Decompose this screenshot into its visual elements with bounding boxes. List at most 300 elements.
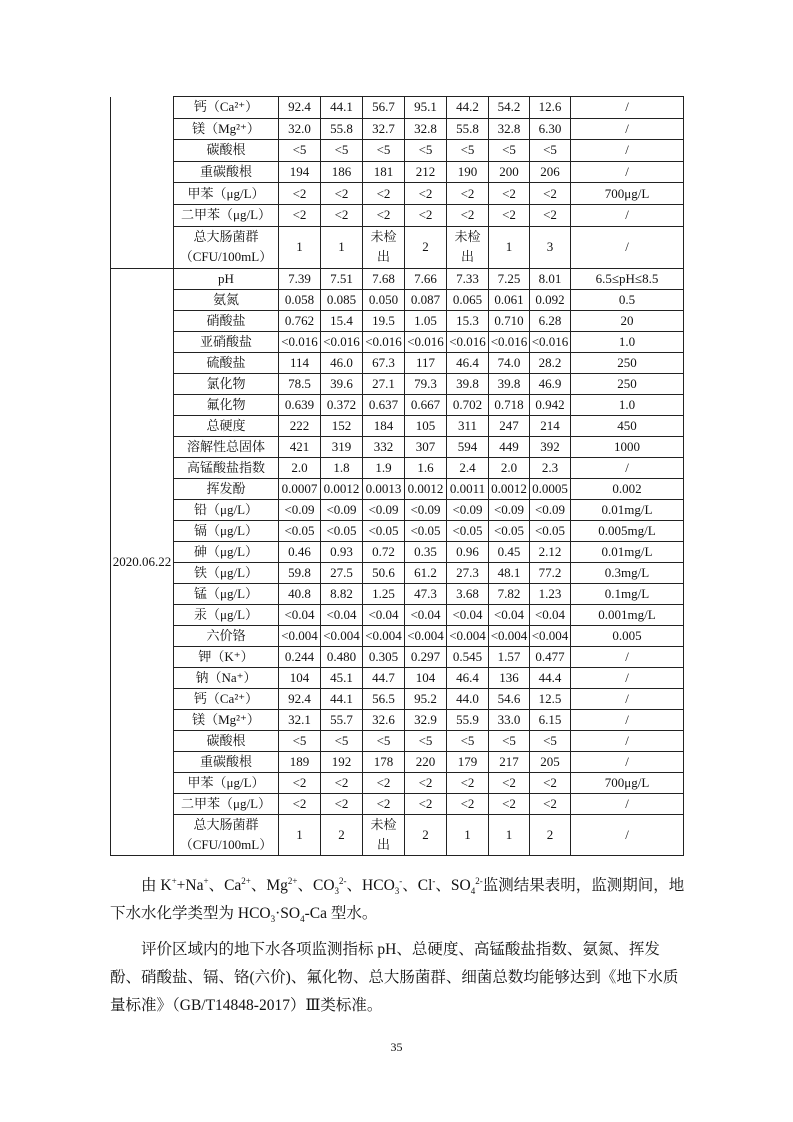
value-cell: <0.016 bbox=[321, 331, 363, 352]
table-row bbox=[111, 415, 684, 436]
value-cell: <0.05 bbox=[405, 520, 447, 541]
table-row bbox=[111, 583, 684, 604]
subscript-text: 3 bbox=[334, 886, 340, 897]
parameter-cell: 高锰酸盐指数 bbox=[174, 457, 279, 478]
value-cell: 6.15 bbox=[530, 709, 571, 730]
supscript-text: 2- bbox=[339, 875, 347, 886]
value-cell: <2 bbox=[279, 204, 321, 226]
value-cell: 2.0 bbox=[489, 457, 530, 478]
value-cell: 319 bbox=[321, 436, 363, 457]
text-segment: 、CO bbox=[297, 877, 335, 894]
table-row bbox=[111, 118, 684, 140]
value-cell: 0.667 bbox=[405, 394, 447, 415]
parameter-cell: 铅（μg/L） bbox=[174, 499, 279, 520]
value-cell: <2 bbox=[447, 793, 489, 814]
value-cell: 181 bbox=[363, 161, 405, 183]
value-cell: 32.1 bbox=[279, 709, 321, 730]
value-cell: 2.12 bbox=[530, 541, 571, 562]
standard-cell: / bbox=[571, 161, 684, 183]
text-segment: ·SO bbox=[275, 905, 301, 922]
value-cell: 1.05 bbox=[405, 310, 447, 331]
value-cell: <5 bbox=[279, 140, 321, 162]
value-cell: 0.46 bbox=[279, 541, 321, 562]
value-cell: 0.637 bbox=[363, 394, 405, 415]
value-cell: 1.23 bbox=[530, 583, 571, 604]
table-row bbox=[111, 646, 684, 667]
text-segment: -Ca 型水。 bbox=[304, 905, 378, 922]
standard-cell: / bbox=[571, 204, 684, 226]
parameter-cell: 铁（μg/L） bbox=[174, 562, 279, 583]
value-cell: 0.092 bbox=[530, 289, 571, 310]
value-cell: <0.09 bbox=[363, 499, 405, 520]
standard-cell: 6.5≤pH≤8.5 bbox=[571, 268, 684, 289]
value-cell: 0.085 bbox=[321, 289, 363, 310]
supscript-text: + bbox=[203, 875, 209, 886]
parameter-cell: 镁（Mg²⁺） bbox=[174, 118, 279, 140]
value-cell: 46.9 bbox=[530, 373, 571, 394]
standard-cell: 1.0 bbox=[571, 394, 684, 415]
value-cell: <0.004 bbox=[363, 625, 405, 646]
value-cell: 307 bbox=[405, 436, 447, 457]
value-cell: <0.04 bbox=[530, 604, 571, 625]
text-segment: 监测结果表明，监测期间，地下水水化学类型为 HCO bbox=[110, 877, 685, 922]
standard-cell: 0.3mg/L bbox=[571, 562, 684, 583]
value-cell: <2 bbox=[321, 793, 363, 814]
value-cell: 192 bbox=[321, 751, 363, 772]
value-cell: <0.04 bbox=[321, 604, 363, 625]
value-cell: 0.0005 bbox=[530, 478, 571, 499]
value-cell: 0.762 bbox=[279, 310, 321, 331]
subscript-text: 4 bbox=[300, 914, 305, 925]
standard-cell: / bbox=[571, 646, 684, 667]
value-cell: <2 bbox=[279, 793, 321, 814]
value-cell: 205 bbox=[530, 751, 571, 772]
value-cell: 44.7 bbox=[363, 667, 405, 688]
value-cell: 0.0012 bbox=[405, 478, 447, 499]
value-cell: <0.004 bbox=[279, 625, 321, 646]
parameter-cell: 二甲苯（μg/L） bbox=[174, 793, 279, 814]
parameter-cell: 镁（Mg²⁺） bbox=[174, 709, 279, 730]
value-cell: 74.0 bbox=[489, 352, 530, 373]
value-cell: 332 bbox=[363, 436, 405, 457]
value-cell: 55.8 bbox=[321, 118, 363, 140]
value-cell: 55.7 bbox=[321, 709, 363, 730]
standard-cell: 250 bbox=[571, 352, 684, 373]
value-cell: 7.66 bbox=[405, 268, 447, 289]
subscript-text: 3 bbox=[270, 914, 276, 925]
value-cell: 78.5 bbox=[279, 373, 321, 394]
value-cell: 47.3 bbox=[405, 583, 447, 604]
value-cell: 1.57 bbox=[489, 646, 530, 667]
table-row bbox=[111, 541, 684, 562]
value-cell: 39.6 bbox=[321, 373, 363, 394]
value-cell: 39.8 bbox=[447, 373, 489, 394]
value-cell: 212 bbox=[405, 161, 447, 183]
value-cell: 392 bbox=[530, 436, 571, 457]
value-cell: <2 bbox=[405, 183, 447, 205]
value-cell: 105 bbox=[405, 415, 447, 436]
value-cell: 152 bbox=[321, 415, 363, 436]
value-cell: 44.2 bbox=[447, 97, 489, 119]
table-row bbox=[111, 352, 684, 373]
value-cell: 6.28 bbox=[530, 310, 571, 331]
value-cell: 7.82 bbox=[489, 583, 530, 604]
value-cell: 54.6 bbox=[489, 688, 530, 709]
value-cell: 189 bbox=[279, 751, 321, 772]
table-row bbox=[111, 289, 684, 310]
value-cell: 27.5 bbox=[321, 562, 363, 583]
table-row bbox=[111, 310, 684, 331]
value-cell: 2 bbox=[321, 814, 363, 855]
standard-cell: 0.5 bbox=[571, 289, 684, 310]
text-segment: 由 K bbox=[141, 877, 172, 894]
value-cell: <0.05 bbox=[447, 520, 489, 541]
table-row bbox=[111, 331, 684, 352]
parameter-cell: 氨氮 bbox=[174, 289, 279, 310]
supscript-text: 2- bbox=[475, 875, 483, 886]
value-cell: 19.5 bbox=[363, 310, 405, 331]
value-cell: <0.04 bbox=[363, 604, 405, 625]
value-cell: <0.04 bbox=[447, 604, 489, 625]
value-cell: 214 bbox=[530, 415, 571, 436]
value-cell: 92.4 bbox=[279, 688, 321, 709]
table-row bbox=[111, 604, 684, 625]
value-cell: <5 bbox=[489, 730, 530, 751]
value-cell: 32.0 bbox=[279, 118, 321, 140]
value-cell: <5 bbox=[530, 730, 571, 751]
table-row bbox=[111, 625, 684, 646]
value-cell: 44.0 bbox=[447, 688, 489, 709]
value-cell: 7.33 bbox=[447, 268, 489, 289]
value-cell: 2 bbox=[405, 814, 447, 855]
value-cell: <2 bbox=[530, 772, 571, 793]
value-cell: 54.2 bbox=[489, 97, 530, 119]
value-cell: 32.7 bbox=[363, 118, 405, 140]
value-cell: <0.04 bbox=[279, 604, 321, 625]
standard-cell: / bbox=[571, 97, 684, 119]
value-cell: 未检 出 bbox=[363, 814, 405, 855]
value-cell: 311 bbox=[447, 415, 489, 436]
value-cell: <2 bbox=[321, 183, 363, 205]
value-cell: <0.09 bbox=[489, 499, 530, 520]
value-cell: 27.1 bbox=[363, 373, 405, 394]
subscript-text: 4 bbox=[470, 886, 476, 897]
value-cell: 15.3 bbox=[447, 310, 489, 331]
value-cell: 7.25 bbox=[489, 268, 530, 289]
standard-cell: / bbox=[571, 140, 684, 162]
table-row bbox=[111, 183, 684, 205]
parameter-cell: 碳酸根 bbox=[174, 730, 279, 751]
value-cell: <2 bbox=[489, 204, 530, 226]
value-cell: 79.3 bbox=[405, 373, 447, 394]
value-cell: 222 bbox=[279, 415, 321, 436]
value-cell: <5 bbox=[405, 140, 447, 162]
value-cell: <0.016 bbox=[530, 331, 571, 352]
value-cell: 0.061 bbox=[489, 289, 530, 310]
standard-cell: / bbox=[571, 688, 684, 709]
value-cell: 55.8 bbox=[447, 118, 489, 140]
text-segment: 、Mg bbox=[250, 877, 288, 894]
standard-cell: / bbox=[571, 667, 684, 688]
value-cell: <0.09 bbox=[321, 499, 363, 520]
value-cell: 46.4 bbox=[447, 667, 489, 688]
table-row bbox=[111, 730, 684, 751]
value-cell: 48.1 bbox=[489, 562, 530, 583]
value-cell: 1.8 bbox=[321, 457, 363, 478]
table-row bbox=[111, 667, 684, 688]
value-cell: 0.0011 bbox=[447, 478, 489, 499]
standard-cell: / bbox=[571, 457, 684, 478]
value-cell: 190 bbox=[447, 161, 489, 183]
value-cell: 1 bbox=[321, 226, 363, 268]
value-cell: 3.68 bbox=[447, 583, 489, 604]
value-cell: <0.016 bbox=[279, 331, 321, 352]
standard-cell: 700μg/L bbox=[571, 183, 684, 205]
value-cell: <0.04 bbox=[489, 604, 530, 625]
value-cell: 0.710 bbox=[489, 310, 530, 331]
standard-cell: 1000 bbox=[571, 436, 684, 457]
value-cell: <0.004 bbox=[405, 625, 447, 646]
parameter-cell: 钙（Ca²⁺） bbox=[174, 688, 279, 709]
parameter-cell: 钠（Na⁺） bbox=[174, 667, 279, 688]
value-cell: 32.6 bbox=[363, 709, 405, 730]
standard-cell: 0.1mg/L bbox=[571, 583, 684, 604]
value-cell: <2 bbox=[447, 183, 489, 205]
value-cell: <2 bbox=[279, 772, 321, 793]
table-row bbox=[111, 97, 684, 119]
standard-cell: / bbox=[571, 118, 684, 140]
standard-cell: 0.01mg/L bbox=[571, 541, 684, 562]
value-cell: 0.718 bbox=[489, 394, 530, 415]
supscript-text: - bbox=[399, 875, 403, 886]
table-row bbox=[111, 457, 684, 478]
value-cell: 0.480 bbox=[321, 646, 363, 667]
value-cell: 6.30 bbox=[530, 118, 571, 140]
standard-cell: / bbox=[571, 751, 684, 772]
value-cell: <2 bbox=[363, 772, 405, 793]
value-cell: 104 bbox=[279, 667, 321, 688]
value-cell: <0.05 bbox=[321, 520, 363, 541]
standard-cell: / bbox=[571, 793, 684, 814]
value-cell: 0.305 bbox=[363, 646, 405, 667]
standard-cell: 1.0 bbox=[571, 331, 684, 352]
value-cell: <5 bbox=[321, 140, 363, 162]
value-cell: <2 bbox=[530, 204, 571, 226]
value-cell: 594 bbox=[447, 436, 489, 457]
value-cell: <5 bbox=[489, 140, 530, 162]
table-row bbox=[111, 478, 684, 499]
value-cell: <2 bbox=[489, 793, 530, 814]
page-number: 35 bbox=[390, 1040, 403, 1054]
value-cell: 0.244 bbox=[279, 646, 321, 667]
value-cell: 220 bbox=[405, 751, 447, 772]
parameter-cell: 甲苯（μg/L） bbox=[174, 772, 279, 793]
parameter-cell: 总大肠菌群 （CFU/100mL） bbox=[174, 814, 279, 855]
parameter-cell: 甲苯（μg/L） bbox=[174, 183, 279, 205]
parameter-cell: 镉（μg/L） bbox=[174, 520, 279, 541]
value-cell: 40.8 bbox=[279, 583, 321, 604]
value-cell: <2 bbox=[405, 204, 447, 226]
value-cell: 1 bbox=[447, 814, 489, 855]
value-cell: 92.4 bbox=[279, 97, 321, 119]
table-row bbox=[111, 793, 684, 814]
parameter-cell: pH bbox=[174, 268, 279, 289]
value-cell: <0.004 bbox=[447, 625, 489, 646]
value-cell: 0.087 bbox=[405, 289, 447, 310]
value-cell: 32.8 bbox=[489, 118, 530, 140]
value-cell: 56.7 bbox=[363, 97, 405, 119]
value-cell: 67.3 bbox=[363, 352, 405, 373]
value-cell: 114 bbox=[279, 352, 321, 373]
standard-cell: / bbox=[571, 709, 684, 730]
value-cell: 247 bbox=[489, 415, 530, 436]
value-cell: 95.1 bbox=[405, 97, 447, 119]
value-cell: 32.8 bbox=[405, 118, 447, 140]
value-cell: <5 bbox=[405, 730, 447, 751]
supscript-text: - bbox=[432, 875, 436, 886]
value-cell: <0.04 bbox=[405, 604, 447, 625]
text-segment: 、SO bbox=[435, 877, 471, 894]
parameter-cell: 六价铬 bbox=[174, 625, 279, 646]
value-cell: 104 bbox=[405, 667, 447, 688]
supscript-text: 2+ bbox=[287, 875, 298, 886]
value-cell: 8.01 bbox=[530, 268, 571, 289]
value-cell: 1.9 bbox=[363, 457, 405, 478]
value-cell: 0.93 bbox=[321, 541, 363, 562]
standard-cell: 0.002 bbox=[571, 478, 684, 499]
value-cell: 2.3 bbox=[530, 457, 571, 478]
value-cell: <0.016 bbox=[363, 331, 405, 352]
value-cell: 449 bbox=[489, 436, 530, 457]
table-row bbox=[111, 562, 684, 583]
value-cell: 7.39 bbox=[279, 268, 321, 289]
value-cell: 95.2 bbox=[405, 688, 447, 709]
parameter-cell: 砷（μg/L） bbox=[174, 541, 279, 562]
standard-cell: 450 bbox=[571, 415, 684, 436]
standard-cell: / bbox=[571, 226, 684, 268]
value-cell: <2 bbox=[405, 772, 447, 793]
table-row bbox=[111, 394, 684, 415]
table-row bbox=[111, 268, 684, 289]
value-cell: 39.8 bbox=[489, 373, 530, 394]
table-row bbox=[111, 688, 684, 709]
value-cell: 0.058 bbox=[279, 289, 321, 310]
table-row bbox=[111, 140, 684, 162]
value-cell: 44.4 bbox=[530, 667, 571, 688]
value-cell: <0.09 bbox=[279, 499, 321, 520]
value-cell: 0.0013 bbox=[363, 478, 405, 499]
standard-cell: 20 bbox=[571, 310, 684, 331]
value-cell: 2 bbox=[530, 814, 571, 855]
value-cell: 2 bbox=[405, 226, 447, 268]
value-cell: 136 bbox=[489, 667, 530, 688]
text-segment: 、HCO bbox=[346, 877, 395, 894]
value-cell: <0.09 bbox=[405, 499, 447, 520]
value-cell: 7.51 bbox=[321, 268, 363, 289]
text-segment: 、Cl bbox=[402, 877, 433, 894]
parameter-cell: 氯化物 bbox=[174, 373, 279, 394]
value-cell: 15.4 bbox=[321, 310, 363, 331]
value-cell: 200 bbox=[489, 161, 530, 183]
value-cell: 194 bbox=[279, 161, 321, 183]
parameter-cell: 汞（μg/L） bbox=[174, 604, 279, 625]
parameter-cell: 氟化物 bbox=[174, 394, 279, 415]
value-cell: 44.1 bbox=[321, 97, 363, 119]
text-segment: 、Ca bbox=[208, 877, 242, 894]
value-cell: 77.2 bbox=[530, 562, 571, 583]
date-cell bbox=[111, 97, 174, 269]
value-cell: 0.942 bbox=[530, 394, 571, 415]
value-cell: 0.702 bbox=[447, 394, 489, 415]
value-cell: 1 bbox=[489, 226, 530, 268]
parameter-cell: 钙（Ca²⁺） bbox=[174, 97, 279, 119]
value-cell: 1 bbox=[279, 226, 321, 268]
value-cell: <2 bbox=[447, 204, 489, 226]
value-cell: 1.6 bbox=[405, 457, 447, 478]
table-row bbox=[111, 499, 684, 520]
parameter-cell: 挥发酚 bbox=[174, 478, 279, 499]
groundwater-monitoring-table bbox=[110, 96, 684, 856]
table-row bbox=[111, 814, 684, 855]
subscript-text: 3 bbox=[394, 886, 400, 897]
value-cell: 0.0012 bbox=[489, 478, 530, 499]
value-cell: <2 bbox=[363, 183, 405, 205]
paragraph-evaluation bbox=[110, 936, 685, 1020]
value-cell: 0.065 bbox=[447, 289, 489, 310]
value-cell: <2 bbox=[489, 183, 530, 205]
parameter-cell: 重碳酸根 bbox=[174, 751, 279, 772]
value-cell: <5 bbox=[279, 730, 321, 751]
value-cell: <5 bbox=[447, 140, 489, 162]
value-cell: 206 bbox=[530, 161, 571, 183]
value-cell: 56.5 bbox=[363, 688, 405, 709]
value-cell: <5 bbox=[447, 730, 489, 751]
value-cell: <0.05 bbox=[530, 520, 571, 541]
value-cell: 7.68 bbox=[363, 268, 405, 289]
parameter-cell: 硝酸盐 bbox=[174, 310, 279, 331]
table-row bbox=[111, 751, 684, 772]
table-row bbox=[111, 520, 684, 541]
value-cell: <0.05 bbox=[279, 520, 321, 541]
table-row bbox=[111, 709, 684, 730]
value-cell: <0.016 bbox=[489, 331, 530, 352]
standard-cell: 0.005mg/L bbox=[571, 520, 684, 541]
parameter-cell: 硫酸盐 bbox=[174, 352, 279, 373]
value-cell: 184 bbox=[363, 415, 405, 436]
value-cell: 28.2 bbox=[530, 352, 571, 373]
paragraph-water-type bbox=[110, 872, 685, 928]
parameter-cell: 二甲苯（μg/L） bbox=[174, 204, 279, 226]
value-cell: 61.2 bbox=[405, 562, 447, 583]
value-cell: <2 bbox=[530, 183, 571, 205]
value-cell: 1.25 bbox=[363, 583, 405, 604]
value-cell: 0.96 bbox=[447, 541, 489, 562]
value-cell: <2 bbox=[405, 793, 447, 814]
value-cell: 0.35 bbox=[405, 541, 447, 562]
value-cell: 12.6 bbox=[530, 97, 571, 119]
standard-cell: 0.01mg/L bbox=[571, 499, 684, 520]
value-cell: 117 bbox=[405, 352, 447, 373]
value-cell: 59.8 bbox=[279, 562, 321, 583]
standard-cell: / bbox=[571, 730, 684, 751]
value-cell: 32.9 bbox=[405, 709, 447, 730]
value-cell: <0.016 bbox=[447, 331, 489, 352]
value-cell: 0.72 bbox=[363, 541, 405, 562]
table-row bbox=[111, 204, 684, 226]
value-cell: 未检 出 bbox=[363, 226, 405, 268]
value-cell: 27.3 bbox=[447, 562, 489, 583]
value-cell: <2 bbox=[489, 772, 530, 793]
